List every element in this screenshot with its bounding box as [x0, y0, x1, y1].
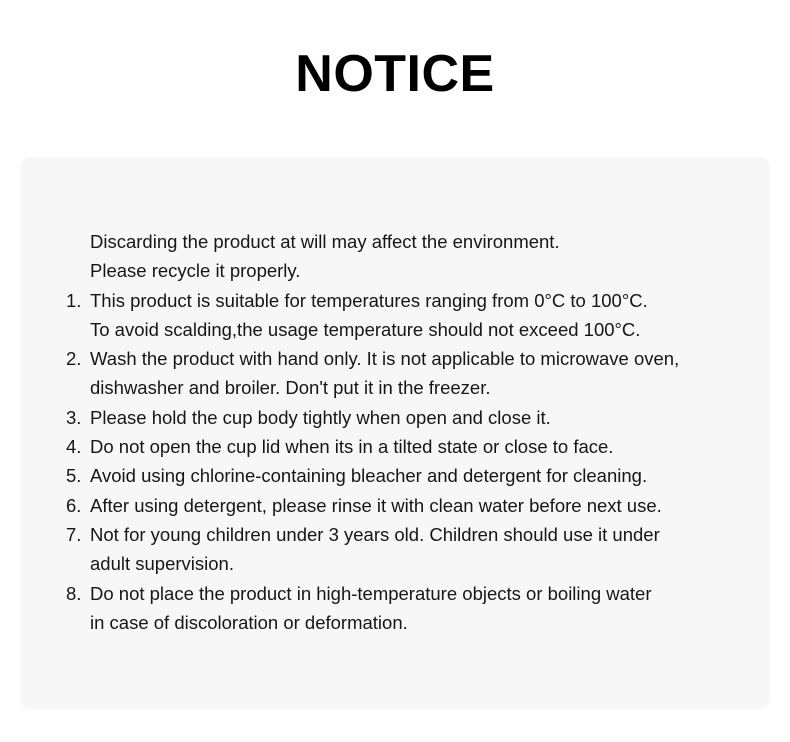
item-text	[90, 286, 746, 345]
item-text	[90, 432, 746, 461]
item-number: 5.	[66, 465, 82, 487]
notice-list	[66, 286, 746, 638]
item-text	[90, 520, 746, 579]
intro-line: Please recycle it properly.	[90, 260, 301, 282]
item-line: Avoid using chlorine-containing bleacher and detergent for cleaning.	[90, 465, 648, 487]
item-number: 2.	[66, 348, 82, 370]
item-number: 8.	[66, 582, 82, 604]
item-text	[90, 461, 746, 490]
item-line: Not for young children under 3 years old. Children should use it under	[90, 523, 660, 545]
item-line: This product is suitable for temperatures ranging from 0°C to 100°C.	[90, 289, 648, 311]
notice-item-3	[66, 403, 746, 432]
item-line: Do not open the cup lid when its in a tilted state or close to face.	[90, 436, 614, 458]
intro-line: Discarding the product at will may affect the environment.	[90, 231, 560, 252]
notice-item-2	[66, 344, 746, 403]
intro-block	[66, 227, 746, 286]
notice-item-5	[66, 461, 746, 490]
item-text	[90, 403, 746, 432]
notice-item-4	[66, 432, 746, 461]
item-text	[90, 579, 746, 638]
item-line: After using detergent, please rinse it with clean water before next use.	[90, 494, 662, 516]
item-line: Wash the product with hand only. It is not applicable to microwave oven,	[90, 348, 680, 370]
notice-item-8	[66, 579, 746, 638]
item-line: To avoid scalding,the usage temperature should not exceed 100°C.	[90, 318, 641, 340]
notice-item-7	[66, 520, 746, 579]
item-number: 4.	[66, 436, 82, 458]
item-number: 3.	[66, 406, 82, 428]
page-title: NOTICE	[295, 45, 495, 103]
item-line: Do not place the product in high-temperature objects or boiling water	[90, 582, 652, 604]
item-line: in case of discoloration or deformation.	[90, 611, 408, 633]
item-text	[90, 491, 746, 520]
item-number: 6.	[66, 494, 82, 516]
item-line: adult supervision.	[90, 553, 234, 575]
notice-content	[66, 227, 746, 637]
item-line: dishwasher and broiler. Don't put it in the freezer.	[90, 377, 491, 399]
item-number: 7.	[66, 523, 82, 545]
notice-item-1	[66, 286, 746, 345]
notice-item-6	[66, 491, 746, 520]
item-line: Please hold the cup body tightly when open and close it.	[90, 406, 551, 428]
notice-panel	[20, 157, 770, 709]
item-number: 1.	[66, 289, 82, 311]
item-text	[90, 344, 746, 403]
